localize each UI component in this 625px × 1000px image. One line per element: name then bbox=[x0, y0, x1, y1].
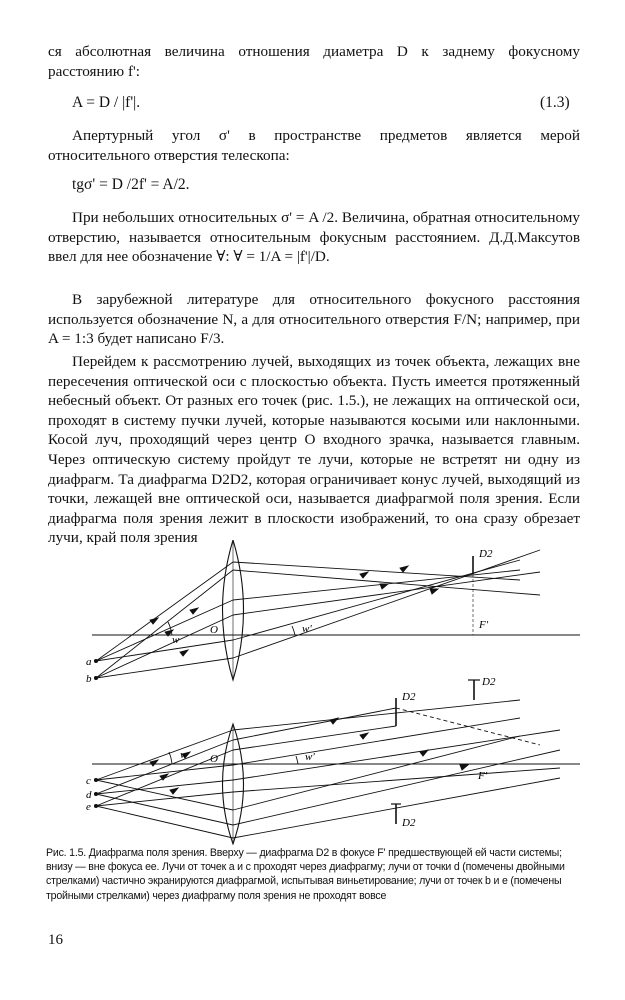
formula-1-3: A = D / |f'|. bbox=[72, 94, 141, 111]
bottom-label-e: e bbox=[86, 801, 91, 813]
bottom-label-w: w bbox=[180, 749, 188, 761]
paragraph-foreign-notation: В зарубежной литературе для относительного фокусного расстояния используется обозначение N, а для относительного отверстия F/N; например, при A = 1:3 будет написано F/3. bbox=[48, 291, 580, 348]
top-label-O: O bbox=[210, 624, 218, 636]
paragraph-aperture-angle: Апертурный угол σ' в пространстве предметов является мерой относительного отверстия телескопа: bbox=[48, 127, 580, 164]
bottom-label-D2-right: D2 bbox=[482, 676, 496, 688]
paragraph-field-stop: Перейдем к рассмотрению лучей, выходящих из точек объекта, лежащих вне пересечения оптической оси с плоскостью объекта. Пусть имеется протяженный небесный объект. От разных его точек (рис. 1.5.), не лежащих на оптической оси, проходят в систему пучки лучей, которые называются косыми или наклонными. Косой луч, проходящий через центр O входного зрачка, называется главным. Через оптическую систему пройдут те лучи, которые не встретят ни одну из диафрагм. Та диафрагма D2D2, которая ограничивает конус лучей, выходящий из точки, лежащей вне оптической оси, называется диафрагмой поля зрения. Если диафрагма поля зрения лежит в плоскости изображений, то она сразу обрезает лучи, край поля зрения bbox=[48, 353, 580, 547]
bottom-label-F-prime: F' bbox=[478, 770, 488, 782]
bottom-label-O: O bbox=[210, 753, 218, 765]
top-label-w-prime: w' bbox=[302, 623, 312, 635]
figure-field-stop-diagram bbox=[0, 540, 625, 845]
figure-caption: Рис. 1.5. Диафрагма поля зрения. Вверху — диафрагма D2 в фокусе F' предшествующей ей части системы; внизу — вне фокуса ее. Лучи от точек a и c проходят через диафрагму; лучи от точки d (помечены двойными стрелками) частично экранируются диафрагмой, испытывая виньетирование; лучи от точек b и e (помечены тройными стрелками) через диафрагму поля зрения не проходят вовсе bbox=[46, 847, 565, 902]
bottom-label-c: c bbox=[86, 775, 91, 787]
paragraph-continuation: ся абсолютная величина отношения диаметра D к заднему фокусному расстоянию f': bbox=[48, 43, 580, 80]
equation-number: (1.3) bbox=[540, 94, 570, 111]
paragraph-relative-focal: При небольших относительных σ' = A /2. Величина, обратная относительному отверстию, называется относительным фокусным расстоянием. Д.Д.Максутов ввел для нее обозначение ∀: ∀ = 1/A = |f'|/D. bbox=[48, 209, 580, 266]
top-label-b: b bbox=[86, 673, 92, 685]
top-diagram bbox=[92, 540, 580, 680]
bottom-label-D2-lower: D2 bbox=[402, 817, 416, 829]
formula-tg: tgσ' = D /2f' = A/2. bbox=[72, 176, 190, 193]
top-label-F-prime: F' bbox=[479, 619, 489, 631]
bottom-label-D2-upper: D2 bbox=[402, 691, 416, 703]
bottom-label-d: d bbox=[86, 789, 92, 801]
bottom-label-w-prime: w' bbox=[305, 751, 315, 763]
page-number: 16 bbox=[48, 932, 63, 948]
top-label-D2: D2 bbox=[479, 548, 493, 560]
top-label-w: w bbox=[172, 634, 180, 646]
bottom-diagram bbox=[92, 680, 580, 844]
top-label-a: a bbox=[86, 656, 92, 668]
